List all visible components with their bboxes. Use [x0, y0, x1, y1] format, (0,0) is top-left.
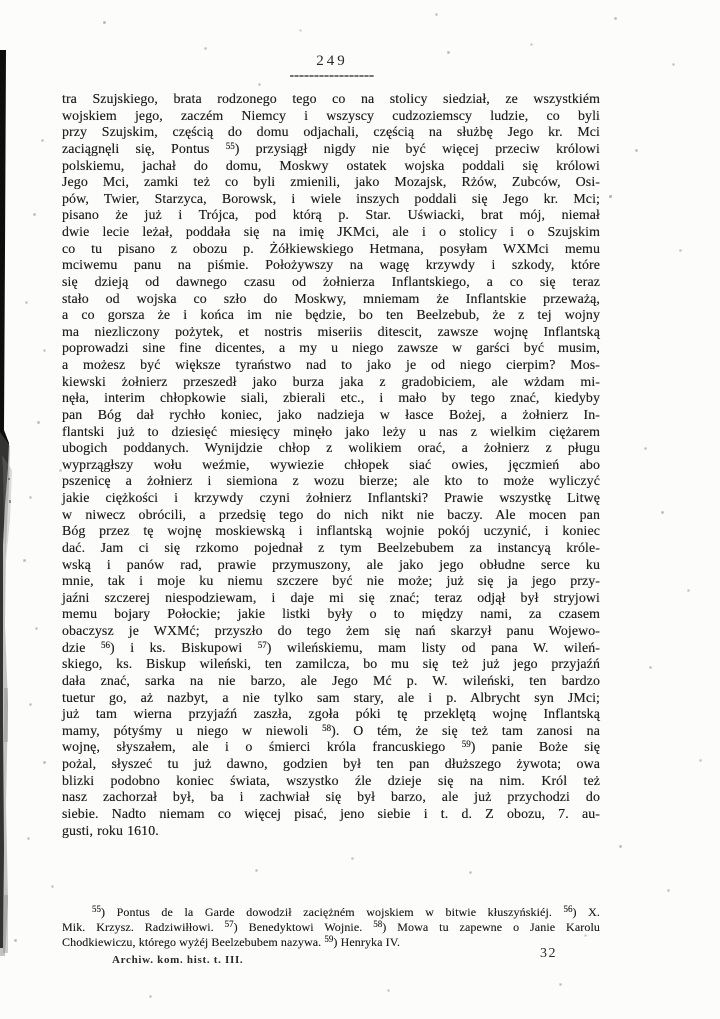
text-line: wojskiem jego, zaczém Niemcy i wszyscy cudzoziemscy ludzie, co byli — [62, 108, 600, 124]
text-line: mamy, pótyśmy u niego w niewoli $^{58}$). O tém, że się też tam zanosi na — [62, 722, 600, 739]
text-line: a co gorsza że i końca im nie będzie, bo ten Beelzebub, że z tej wojny — [62, 308, 600, 324]
text-line: tra Szujskiego, brata rodzonego tego co na stolicy siedział, ze wszystkiém — [62, 92, 600, 107]
text-line: Jego Mci, zamki też co byli zmienili, jako Mozajsk, Rżów, Zubców, Osi- — [62, 175, 600, 191]
text-line: co tu pisano z obozu p. Żółkiewskiego Hetmana, posyłam WXMci memu — [62, 241, 600, 257]
footnote-ref: 59 — [461, 739, 471, 750]
text-line: tuetur go, aż nazbyt, a nie tylko sam stary, ale i p. Albrycht syn JMci; — [62, 690, 600, 706]
text-line: siebie. Nadto niemam co więcej pisać, jeno siebie i t. d. Z obozu, 7. au- — [62, 806, 600, 822]
page-number-rule — [290, 75, 374, 77]
footnotes-block — [62, 905, 600, 951]
text-line: pan Bóg dał rychło koniec, jako nadzieja w łasce Bożej, a żołnierz In- — [62, 407, 600, 423]
text-line: dać. Jam ci się rzkomo pojednał z tym Beelzebubem za instancyą króle- — [62, 540, 600, 556]
text-line: wską i panów rad, prawie przymuszony, ale jako jego obłudne serce ku — [62, 557, 600, 573]
footnote-ref: 55 — [225, 140, 235, 151]
text-line: Mik. Krzysz. Radziwiłłowi. $^{57}$) Benedyktowi Wojnie. $^{58}$) Mowa tu zapewne o Janie Karolu — [62, 919, 600, 935]
text-line: jakie ciężkości i krzywdy czyni żołnierz Inflantski? Prawie wszystkę Litwę — [62, 491, 600, 506]
page-number: 249 — [316, 53, 348, 69]
text-line: już tam wierna przyjaźń zaszła, zgoła póki tę przeklętą wojnę Inflantską — [62, 707, 600, 723]
text-line: polskiemu, jachał do domu, Moskwy ostatek wojska poddali się królowi — [62, 158, 600, 174]
footnote-ref: 55 — [92, 904, 101, 914]
footnote-ref: 56 — [101, 639, 111, 650]
footnote-ref: 56 — [563, 904, 573, 914]
body-paragraph — [62, 92, 600, 840]
text-line: gusti, roku 1610. — [62, 823, 159, 839]
text-line: dwie lecie leżał, poddała się na imię JKMci, ale i o stolicy i o Szujskim — [62, 225, 600, 240]
text-line: poprowadzi sine fine dicentes, a my u niego zawsze w garści być musim, — [62, 341, 600, 357]
text-line: w niwecz obrócili, a przedsię tego do nich nikt nie baczy. Ale mocen pan — [62, 507, 600, 523]
text-line: Bóg przez tę wojnę moskiewską i inflantską wojnie pokój uczynić, i koniec — [62, 524, 600, 540]
text-line: a możesz być większe tyraństwo nad to jako je od niego cierpim? Mos- — [62, 358, 600, 373]
text-line: nęła, interim chłopkowie siali, zbierali etc., i mało by tego znać, kiedyby — [62, 391, 600, 407]
text-line: pożal, słyszeć tu już dawno, godzien był ten pan dłuższego żywota; owa — [62, 757, 600, 772]
text-line: przy Szujskim, częścią do domu odjachali, częścią na służbę Jego kr. Mci — [62, 125, 600, 141]
text-line: blizki podobno koniec świata, wszystko źle dzieje się na nim. Król też — [62, 773, 600, 789]
series-caption: Archiw. kom. hist. t. III. — [112, 954, 244, 966]
text-line: skiego, ks. Biskup wileński, ten zamilcza, bo mu się też już jego przyjaźń — [62, 657, 600, 673]
text-line: mnie, tak i moje ku niemu szczere być nie może; już się ja jego przy- — [62, 574, 600, 590]
footnote-ref: 59 — [324, 934, 334, 945]
text-line: dała znać, sarka na nie barzo, ale Jego Mć p. W. wileński, ten bardzo — [62, 673, 600, 689]
scan-edge-artifact — [0, 0, 26, 1019]
footnote-ref: 58 — [373, 919, 383, 930]
text-line: mciwemu panu na piśmie. Położywszy na wagę krzywdy i szkody, które — [62, 258, 600, 274]
footnote-ref: 58 — [322, 722, 332, 733]
footnote-ref: 57 — [224, 919, 234, 930]
text-line: pisano że już i Trójca, pod którą p. Star. Uświacki, brat mój, niemał — [62, 208, 600, 224]
text-line: Chodkiewiczu, którego wyżéj Beelzebubem nazywa. $^{59}$) Henryka IV. — [62, 934, 401, 950]
text-line: pszenicę a żołnierz i siemiona z wozu bierze; ale kto to może wyliczyć — [62, 474, 600, 490]
text-line: ma niezliczony pożytek, et nostris miseriis ditescit, zawsze wojnę Inflantską — [62, 324, 600, 340]
text-line: wyprzągłszy wołu weźmie, wywiezie chłopek siać owies, jęczmień abo — [62, 457, 600, 473]
text-line: ubogich poddanych. Wynijdzie chłop z wolikiem orać, a żołnierz z pługu — [62, 441, 600, 457]
text-line: flantski już to dziesięć miesięcy minęło jako leży u nas z wielkim ciężarem — [62, 424, 600, 440]
text-line: kiewski żołnierz przeszedł jako burza jaka z gradobiciem, ale wżdam mi- — [62, 374, 600, 390]
text-line: obaczysz je WXMć; przyszło do tego żem się nań skarzył panu Wojewo- — [62, 624, 600, 639]
text-line: memu bojary Połockie; jakie listki były o to między nami, za czasem — [62, 607, 600, 623]
text-line: pów, Twier, Starzyca, Borowsk, i wiele inszych poddali się Jego kr. Mci; — [62, 191, 600, 207]
sheet-signature-number: 32 — [540, 946, 557, 961]
footnote-ref: 57 — [257, 639, 267, 650]
text-line: jaźni szczerej niespodziewam, i daje mi się znać; teraz odjął był stryjowi — [62, 590, 600, 606]
text-line: zaciągnęli się, Pontus $^{55}$) przysiągł nigdy nie być więcej przeciw królowi — [62, 140, 600, 157]
text-line: nasz zachorzał był, ba i zachwiał się był barzo, ale już przychodzi do — [62, 790, 600, 806]
text-line: wojnę, słyszałem, ale i o śmierci króla francuskiego $^{59}$) panie Boże się — [62, 739, 600, 756]
text-line: $^{55}$) Pontus de la Garde dowodził zaciężném wojskiem w bitwie kłuszyńskiéj. $^{56}$) X. — [92, 904, 601, 919]
text-line: dzie $^{56}$) i ks. Biskupowi $^{57}$) wileńskiemu, mam listy od pana W. wileń- — [62, 639, 601, 656]
text-line: się dzieją od dawnego czasu od żołnierza Inflantskiego, a co się teraz — [62, 274, 600, 290]
text-line: stało od wojska co szło do Moskwy, mniemam że Inflantskie przeważą, — [62, 291, 600, 307]
